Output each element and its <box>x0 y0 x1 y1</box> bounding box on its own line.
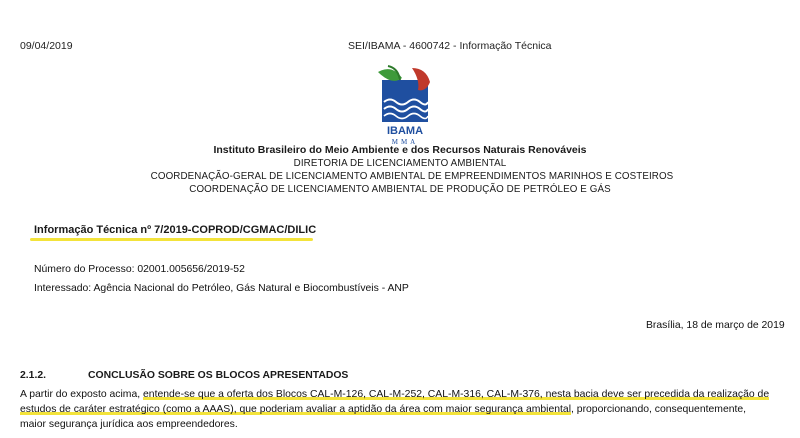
coordination-name: COORDENAÇÃO DE LICENCIAMENTO AMBIENTAL DE PRODUÇÃO DE PETRÓLEO E GÁS <box>189 184 611 195</box>
process-number: Número do Processo: 02001.005656/2019-52 <box>34 264 245 275</box>
document-title: Informação Técnica nº 7/2019-COPROD/CGMAC/DILIC <box>34 224 317 236</box>
section-title: CONCLUSÃO SOBRE OS BLOCOS APRESENTADOS <box>88 370 349 381</box>
paragraph-line-2-highlighted: estudos de caráter estratégico (como a AAAS), que poderiam avaliar a aptidão da área com maior segurança ambiental <box>20 404 572 415</box>
ibama-logo <box>368 62 452 146</box>
logo-subtext: MMA <box>391 138 419 146</box>
section-number: 2.1.2. <box>20 370 46 381</box>
institution-name: Instituto Brasileiro do Meio Ambiente e dos Recursos Naturais Renováveis <box>213 144 587 156</box>
section-paragraph-line-3: maior segurança jurídica aos empreendedores. <box>20 419 238 430</box>
interested-party: Interessado: Agência Nacional do Petróleo, Gás Natural e Biocombustíveis - ANP <box>34 283 409 294</box>
section-paragraph-line-1 <box>20 389 790 400</box>
section-paragraph-line-2 <box>20 404 790 415</box>
ibama-logo-graphic <box>368 62 452 146</box>
logo-text: IBAMA <box>386 125 424 137</box>
directorate-name: DIRETORIA DE LICENCIAMENTO AMBIENTAL <box>293 158 507 169</box>
coordination-general-name: COORDENAÇÃO-GERAL DE LICENCIAMENTO AMBIENTAL DE EMPREENDIMENTOS MARINHOS E COSTEIROS <box>150 171 674 182</box>
paragraph-line-1-plain: A partir do exposto acima, <box>20 389 144 400</box>
place-date: Brasília, 18 de março de 2019 <box>646 320 785 331</box>
paragraph-line-2-plain: , proporcionando, consequentemente, <box>571 404 747 415</box>
paragraph-line-1-highlighted: entende-se que a oferta dos Blocos CAL-M-126, CAL-M-252, CAL-M-316, CAL-M-376, nesta bacia deve ser precedida da realização de <box>143 389 770 400</box>
document-reference: SEI/IBAMA - 4600742 - Informação Técnica <box>348 40 552 52</box>
print-date: 09/04/2019 <box>20 40 73 52</box>
title-highlight-mark <box>30 238 313 241</box>
